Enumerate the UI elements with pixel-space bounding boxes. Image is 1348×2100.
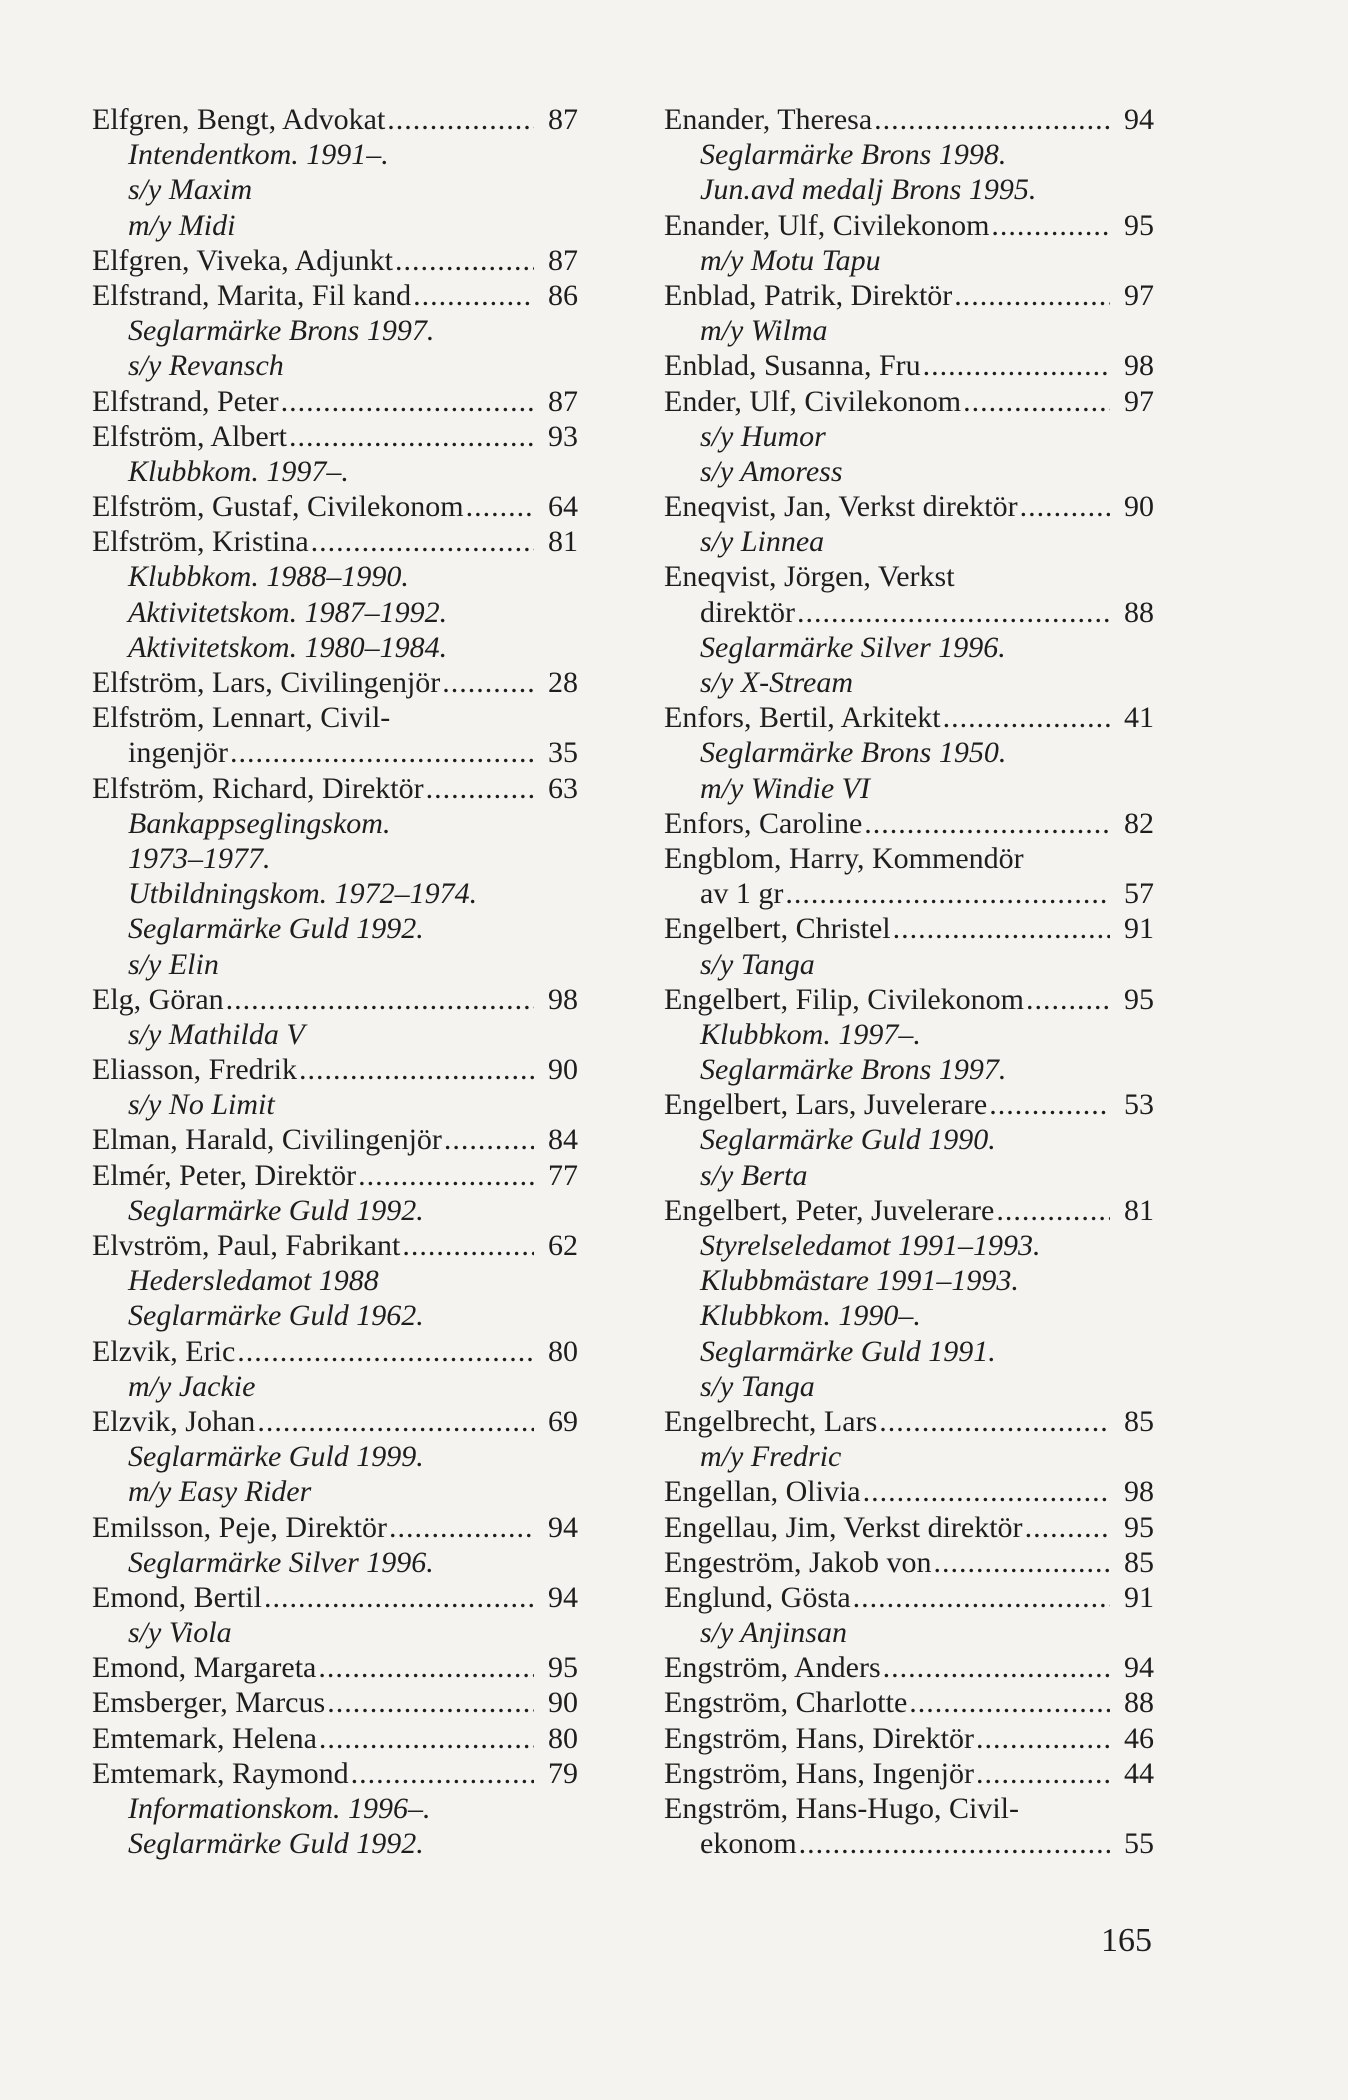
- dot-leader: [797, 595, 1110, 630]
- annotation-text: s/y Revansch: [128, 349, 284, 383]
- entry-name: Enblad, Susanna, Fru: [664, 349, 921, 383]
- entry-name: Elfström, Kristina: [92, 525, 309, 559]
- index-annotation: [92, 1087, 578, 1122]
- dot-leader: [402, 1228, 534, 1263]
- index-entry: [92, 524, 578, 559]
- index-entry: [664, 1721, 1154, 1756]
- annotation-text: s/y Maxim: [128, 173, 253, 207]
- annotation-text: Seglarmärke Brons 1997.: [128, 314, 435, 348]
- index-annotation: [92, 1826, 578, 1861]
- annotation-text: m/y Motu Tapu: [700, 243, 881, 277]
- index-annotation: [92, 1263, 578, 1298]
- dot-leader: [237, 1334, 534, 1369]
- index-entry: [664, 982, 1154, 1017]
- index-entry: [92, 278, 578, 313]
- dot-leader: [976, 1721, 1110, 1756]
- entry-page-number: 53: [1124, 1088, 1154, 1122]
- index-entry: [664, 700, 1154, 735]
- dot-leader: [853, 1580, 1110, 1615]
- index-annotation: [92, 947, 578, 982]
- entry-name: Englund, Gösta: [664, 1580, 851, 1614]
- entry-page-number: 41: [1124, 701, 1154, 735]
- dot-leader: [327, 1685, 534, 1720]
- dot-leader: [864, 806, 1110, 841]
- entry-name: Engblom, Harry, Kommendör: [664, 841, 1024, 875]
- index-entry: [664, 1685, 1154, 1720]
- dot-leader: [319, 1721, 534, 1756]
- annotation-text: Intendentkom. 1991–.: [128, 138, 389, 172]
- entry-name: Engelbert, Lars, Juvelerare: [664, 1088, 988, 1122]
- dot-leader: [318, 1650, 534, 1685]
- index-entry: [664, 1087, 1154, 1122]
- dot-leader: [358, 1158, 534, 1193]
- entry-name: Engelbrecht, Lars: [664, 1404, 878, 1438]
- entry-name: Engström, Anders: [664, 1651, 881, 1685]
- dot-leader: [976, 1756, 1110, 1791]
- annotation-text: s/y Berta: [700, 1158, 808, 1192]
- entry-page-number: 90: [548, 1053, 578, 1087]
- index-annotation: [664, 1439, 1154, 1474]
- dot-leader: [785, 876, 1110, 911]
- index-entry-wrapped: [664, 559, 1154, 594]
- annotation-text: m/y Jackie: [128, 1369, 256, 1403]
- index-annotation: [664, 1369, 1154, 1404]
- entry-name: Enfors, Caroline: [664, 806, 863, 840]
- index-annotation: [664, 1334, 1154, 1369]
- entry-page-number: 94: [548, 1580, 578, 1614]
- annotation-text: Aktivitetskom. 1987–1992.: [128, 595, 448, 629]
- annotation-text: Seglarmärke Guld 1991.: [700, 1334, 996, 1368]
- index-entry: [664, 489, 1154, 524]
- entry-name: Elg, Göran: [92, 982, 224, 1016]
- dot-leader: [909, 1685, 1110, 1720]
- annotation-text: 1973–1977.: [128, 841, 271, 875]
- entry-page-number: 95: [548, 1651, 578, 1685]
- entry-page-number: 57: [1124, 877, 1154, 911]
- annotation-text: Klubbkom. 1988–1990.: [128, 560, 409, 594]
- index-annotation: [664, 1263, 1154, 1298]
- dot-leader: [444, 1122, 534, 1157]
- dot-leader: [257, 1404, 534, 1439]
- annotation-text: s/y Viola: [128, 1616, 232, 1650]
- entry-page-number: 95: [1124, 982, 1154, 1016]
- annotation-text: Bankappseglingskom.: [128, 806, 391, 840]
- index-entry: [664, 208, 1154, 243]
- dot-leader: [996, 1193, 1110, 1228]
- entry-name: Elvström, Paul, Fabrikant: [92, 1229, 401, 1262]
- index-entry: [92, 771, 578, 806]
- dot-leader: [387, 102, 534, 137]
- index-annotation: [664, 665, 1154, 700]
- index-annotation: [92, 911, 578, 946]
- index-annotation: [92, 1615, 578, 1650]
- index-entry: [664, 1474, 1154, 1509]
- entry-name: Elfström, Lars, Civilingenjör: [92, 666, 441, 699]
- annotation-text: s/y Tanga: [700, 947, 815, 981]
- entry-name: Elzvik, Johan: [92, 1404, 256, 1438]
- dot-leader: [933, 1545, 1110, 1580]
- index-entry: [92, 665, 578, 700]
- entry-page-number: 64: [548, 490, 578, 524]
- entry-name: Eneqvist, Jan, Verkst direktör: [664, 490, 1018, 524]
- index-annotation: [92, 137, 578, 172]
- dot-leader: [874, 102, 1110, 137]
- index-annotation: [664, 1017, 1154, 1052]
- index-entry: [92, 1052, 578, 1087]
- entry-name: Elfström, Gustaf, Civilekonom: [92, 490, 464, 524]
- index-entry: [664, 1580, 1154, 1615]
- entry-page-number: 46: [1124, 1721, 1154, 1755]
- index-entry: [664, 1510, 1154, 1545]
- dot-leader: [863, 1474, 1110, 1509]
- entry-name: Engeström, Jakob von: [664, 1545, 932, 1579]
- entry-page-number: 93: [548, 419, 578, 453]
- entry-name: Engellau, Jim, Verkst direktör: [664, 1510, 1023, 1544]
- dot-leader: [1020, 489, 1110, 524]
- index-entry: [92, 243, 578, 278]
- entry-name: direktör: [700, 595, 795, 629]
- dot-leader: [943, 700, 1110, 735]
- annotation-text: s/y No Limit: [128, 1088, 275, 1122]
- index-annotation: [664, 172, 1154, 207]
- annotation-text: m/y Midi: [128, 208, 236, 242]
- entry-page-number: 87: [548, 103, 578, 136]
- index-entry-wrapped: [664, 1791, 1154, 1826]
- annotation-text: Jun.avd medalj Brons 1995.: [700, 173, 1037, 207]
- entry-page-number: 79: [548, 1756, 578, 1790]
- index-entry: [664, 278, 1154, 313]
- index-entry: [664, 348, 1154, 383]
- entry-name: Elman, Harald, Civilingenjör: [92, 1123, 442, 1157]
- index-entry: [664, 1650, 1154, 1685]
- annotation-text: Styrelseledamot 1991–1993.: [700, 1229, 1041, 1262]
- annotation-text: Seglarmärke Guld 1992.: [128, 1193, 424, 1227]
- entry-page-number: 55: [1124, 1827, 1154, 1861]
- annotation-text: m/y Windie VI: [700, 771, 870, 805]
- index-annotation: [664, 1298, 1154, 1333]
- index-entry: [92, 489, 578, 524]
- entry-name: Eliasson, Fredrik: [92, 1053, 297, 1087]
- entry-name: Emsberger, Marcus: [92, 1686, 326, 1720]
- dot-leader: [799, 1826, 1110, 1861]
- entry-name: Elfstrand, Marita, Fil kand: [92, 278, 412, 312]
- index-annotation: [664, 1158, 1154, 1193]
- entry-name: Engström, Hans-Hugo, Civil-: [664, 1792, 1019, 1825]
- entry-page-number: 91: [1124, 912, 1154, 946]
- annotation-text: Seglarmärke Brons 1998.: [700, 138, 1007, 172]
- index-annotation: [92, 208, 578, 243]
- entry-page-number: 95: [1124, 1510, 1154, 1544]
- annotation-text: Informationskom. 1996–.: [128, 1792, 431, 1825]
- entry-page-number: 90: [548, 1686, 578, 1720]
- entry-page-number: 90: [1124, 490, 1154, 524]
- entry-name: Emond, Margareta: [92, 1651, 317, 1685]
- dot-leader: [466, 489, 534, 524]
- annotation-text: m/y Wilma: [700, 314, 828, 348]
- entry-name: Elfström, Lennart, Civil-: [92, 701, 391, 735]
- annotation-text: s/y Elin: [128, 947, 219, 981]
- entry-name: Ender, Ulf, Civilekonom: [664, 384, 962, 418]
- entry-page-number: 62: [548, 1229, 578, 1262]
- index-annotation: [92, 559, 578, 594]
- dot-leader: [230, 735, 534, 770]
- annotation-text: Seglarmärke Silver 1996.: [128, 1545, 434, 1579]
- dot-leader: [395, 243, 534, 278]
- index-annotation: [664, 1122, 1154, 1157]
- entry-page-number: 84: [548, 1123, 578, 1157]
- annotation-text: Klubbmästare 1991–1993.: [700, 1264, 1019, 1298]
- entry-name: ekonom: [700, 1827, 797, 1861]
- annotation-text: Seglarmärke Guld 1999.: [128, 1440, 424, 1474]
- page-number: 165: [1101, 1922, 1152, 1959]
- entry-name: Engelbert, Peter, Juvelerare: [664, 1193, 995, 1227]
- annotation-text: Seglarmärke Brons 1997.: [700, 1053, 1007, 1087]
- annotation-text: s/y Linnea: [700, 525, 825, 559]
- entry-page-number: 63: [548, 771, 578, 805]
- entry-page-number: 95: [1124, 208, 1154, 242]
- entry-page-number: 98: [1124, 1475, 1154, 1509]
- index-annotation: [664, 524, 1154, 559]
- dot-leader: [426, 771, 534, 806]
- index-annotation: [664, 630, 1154, 665]
- entry-page-number: 80: [548, 1334, 578, 1368]
- entry-name: Enander, Theresa: [664, 103, 873, 136]
- entry-name: ingenjör: [128, 736, 228, 770]
- index-entry: [92, 1756, 578, 1791]
- entry-name: Engström, Hans, Direktör: [664, 1721, 974, 1755]
- dot-leader: [883, 1650, 1110, 1685]
- entry-name: Engellan, Olivia: [664, 1475, 861, 1509]
- index-entry: [664, 876, 1154, 911]
- entry-page-number: 85: [1124, 1545, 1154, 1579]
- index-annotation: [664, 735, 1154, 770]
- entry-name: Elfgren, Bengt, Advokat: [92, 103, 386, 136]
- entry-name: Eneqvist, Jörgen, Verkst: [664, 560, 955, 594]
- entry-page-number: 97: [1124, 278, 1154, 312]
- dot-leader: [413, 278, 534, 313]
- index-annotation: [92, 1298, 578, 1333]
- index-entry: [664, 1826, 1154, 1861]
- annotation-text: Seglarmärke Guld 1990.: [700, 1123, 996, 1157]
- index-entry: [664, 1193, 1154, 1228]
- annotation-text: Hedersledamot 1988: [128, 1264, 379, 1298]
- index-annotation: [92, 348, 578, 383]
- index-column-right: [664, 102, 1154, 1861]
- entry-name: av 1 gr: [700, 877, 784, 911]
- annotation-text: s/y X-Stream: [700, 666, 854, 699]
- entry-name: Emond, Bertil: [92, 1580, 262, 1614]
- index-annotation: [92, 1017, 578, 1052]
- index-annotation: [92, 1439, 578, 1474]
- index-entry: [664, 102, 1154, 137]
- dot-leader: [264, 1580, 534, 1615]
- dot-leader: [893, 911, 1110, 946]
- entry-page-number: 69: [548, 1404, 578, 1438]
- entry-name: Engström, Charlotte: [664, 1686, 908, 1720]
- index-annotation: [92, 172, 578, 207]
- dot-leader: [226, 982, 534, 1017]
- dot-leader: [991, 208, 1110, 243]
- entry-page-number: 98: [548, 982, 578, 1016]
- index-entry: [92, 1510, 578, 1545]
- entry-name: Elfgren, Viveka, Adjunkt: [92, 243, 393, 277]
- index-annotation: [92, 841, 578, 876]
- index-annotation: [664, 1228, 1154, 1263]
- entry-name: Engelbert, Christel: [664, 912, 891, 946]
- annotation-text: s/y Anjinsan: [700, 1616, 847, 1650]
- annotation-text: Seglarmärke Silver 1996.: [700, 630, 1006, 664]
- annotation-text: s/y Tanga: [700, 1369, 815, 1403]
- index-entry: [664, 1404, 1154, 1439]
- index-annotation: [664, 1615, 1154, 1650]
- dot-leader: [963, 384, 1110, 419]
- annotation-text: Seglarmärke Guld 1992.: [128, 912, 424, 946]
- dot-leader: [442, 665, 534, 700]
- index-entry: [664, 1545, 1154, 1580]
- dot-leader: [879, 1404, 1110, 1439]
- dot-leader: [281, 384, 534, 419]
- annotation-text: Seglarmärke Guld 1992.: [128, 1827, 424, 1861]
- index-entry: [664, 1756, 1154, 1791]
- entry-name: Enander, Ulf, Civilekonom: [664, 208, 990, 242]
- index-entry: [92, 419, 578, 454]
- index-entry: [92, 1685, 578, 1720]
- index-entry: [92, 1122, 578, 1157]
- entry-page-number: 94: [548, 1510, 578, 1544]
- entry-name: Enfors, Bertil, Arkitekt: [664, 701, 941, 735]
- index-annotation: [92, 1791, 578, 1826]
- entry-page-number: 88: [1124, 1686, 1154, 1720]
- dot-leader: [299, 1052, 534, 1087]
- entry-name: Elzvik, Eric: [92, 1334, 236, 1368]
- index-entry: [92, 1650, 578, 1685]
- entry-page-number: 94: [1124, 1651, 1154, 1685]
- entry-page-number: 88: [1124, 595, 1154, 629]
- index-entry: [92, 735, 578, 770]
- index-annotation: [92, 454, 578, 489]
- index-annotation: [92, 1193, 578, 1228]
- entry-page-number: 87: [548, 384, 578, 418]
- entry-name: Elmér, Peter, Direktör: [92, 1158, 357, 1192]
- annotation-text: s/y Mathilda V: [128, 1017, 305, 1051]
- index-annotation: [664, 454, 1154, 489]
- entry-name: Elfstrand, Peter: [92, 384, 279, 418]
- entry-page-number: 44: [1124, 1756, 1154, 1790]
- entry-page-number: 87: [548, 243, 578, 277]
- entry-page-number: 35: [548, 736, 578, 770]
- entry-page-number: 82: [1124, 806, 1154, 840]
- entry-page-number: 97: [1124, 384, 1154, 418]
- entry-page-number: 86: [548, 278, 578, 312]
- index-entry: [92, 102, 578, 137]
- entry-page-number: 91: [1124, 1580, 1154, 1614]
- dot-leader: [1025, 1510, 1110, 1545]
- index-entry: [664, 911, 1154, 946]
- entry-page-number: 98: [1124, 349, 1154, 383]
- entry-name: Emtemark, Helena: [92, 1721, 317, 1755]
- index-entry: [92, 1404, 578, 1439]
- index-annotation: [664, 419, 1154, 454]
- dot-leader: [289, 419, 534, 454]
- annotation-text: m/y Fredric: [700, 1440, 842, 1474]
- entry-page-number: 94: [1124, 103, 1154, 136]
- entry-name: Engström, Hans, Ingenjör: [664, 1756, 974, 1790]
- dot-leader: [923, 348, 1110, 383]
- dot-leader: [389, 1510, 534, 1545]
- index-entry: [92, 1228, 578, 1263]
- index-annotation: [92, 1545, 578, 1580]
- annotation-text: s/y Amoress: [700, 454, 843, 488]
- index-column-left: [92, 102, 578, 1861]
- annotation-text: Seglarmärke Brons 1950.: [700, 736, 1007, 770]
- annotation-text: Seglarmärke Guld 1962.: [128, 1299, 424, 1333]
- index-entry: [664, 595, 1154, 630]
- index-annotation: [664, 313, 1154, 348]
- index-annotation: [92, 1474, 578, 1509]
- dot-leader: [989, 1087, 1110, 1122]
- entry-name: Emilsson, Peje, Direktör: [92, 1510, 387, 1544]
- index-annotation: [92, 313, 578, 348]
- entry-name: Elfström, Albert: [92, 419, 287, 453]
- index-annotation: [92, 630, 578, 665]
- entry-page-number: 85: [1124, 1404, 1154, 1438]
- entry-page-number: 80: [548, 1721, 578, 1755]
- annotation-text: s/y Humor: [700, 419, 826, 453]
- index-entry: [92, 384, 578, 419]
- dot-leader: [311, 524, 534, 559]
- index-entry: [92, 1334, 578, 1369]
- annotation-text: m/y Easy Rider: [128, 1475, 312, 1509]
- dot-leader: [351, 1756, 534, 1791]
- dot-leader: [954, 278, 1110, 313]
- annotation-text: Aktivitetskom. 1980–1984.: [128, 630, 448, 664]
- index-entry-wrapped: [92, 700, 578, 735]
- index-entry-wrapped: [664, 841, 1154, 876]
- index-annotation: [664, 947, 1154, 982]
- entry-page-number: 81: [1124, 1193, 1154, 1227]
- annotation-text: Klubbkom. 1997–.: [700, 1017, 921, 1051]
- index-annotation: [664, 1052, 1154, 1087]
- entry-name: Engelbert, Filip, Civilekonom: [664, 982, 1024, 1016]
- index-entry: [664, 806, 1154, 841]
- index-entry: [92, 1158, 578, 1193]
- dot-leader: [1026, 982, 1110, 1017]
- index-entry: [664, 384, 1154, 419]
- entry-name: Emtemark, Raymond: [92, 1756, 349, 1790]
- entry-page-number: 28: [548, 666, 578, 699]
- index-entry: [92, 1580, 578, 1615]
- entry-name: Enblad, Patrik, Direktör: [664, 278, 953, 312]
- index-annotation: [664, 137, 1154, 172]
- annotation-text: Klubbkom. 1997–.: [128, 454, 349, 488]
- index-annotation: [92, 1369, 578, 1404]
- index-entry: [92, 1721, 578, 1756]
- index-annotation: [92, 876, 578, 911]
- index-entry: [92, 982, 578, 1017]
- index-annotation: [92, 595, 578, 630]
- entry-page-number: 81: [548, 525, 578, 559]
- entry-page-number: 77: [548, 1158, 578, 1192]
- index-annotation: [664, 771, 1154, 806]
- annotation-text: Klubbkom. 1990–.: [700, 1299, 921, 1333]
- annotation-text: Utbildningskom. 1972–1974.: [128, 877, 478, 911]
- entry-name: Elfström, Richard, Direktör: [92, 771, 424, 805]
- index-annotation: [664, 243, 1154, 278]
- index-annotation: [92, 806, 578, 841]
